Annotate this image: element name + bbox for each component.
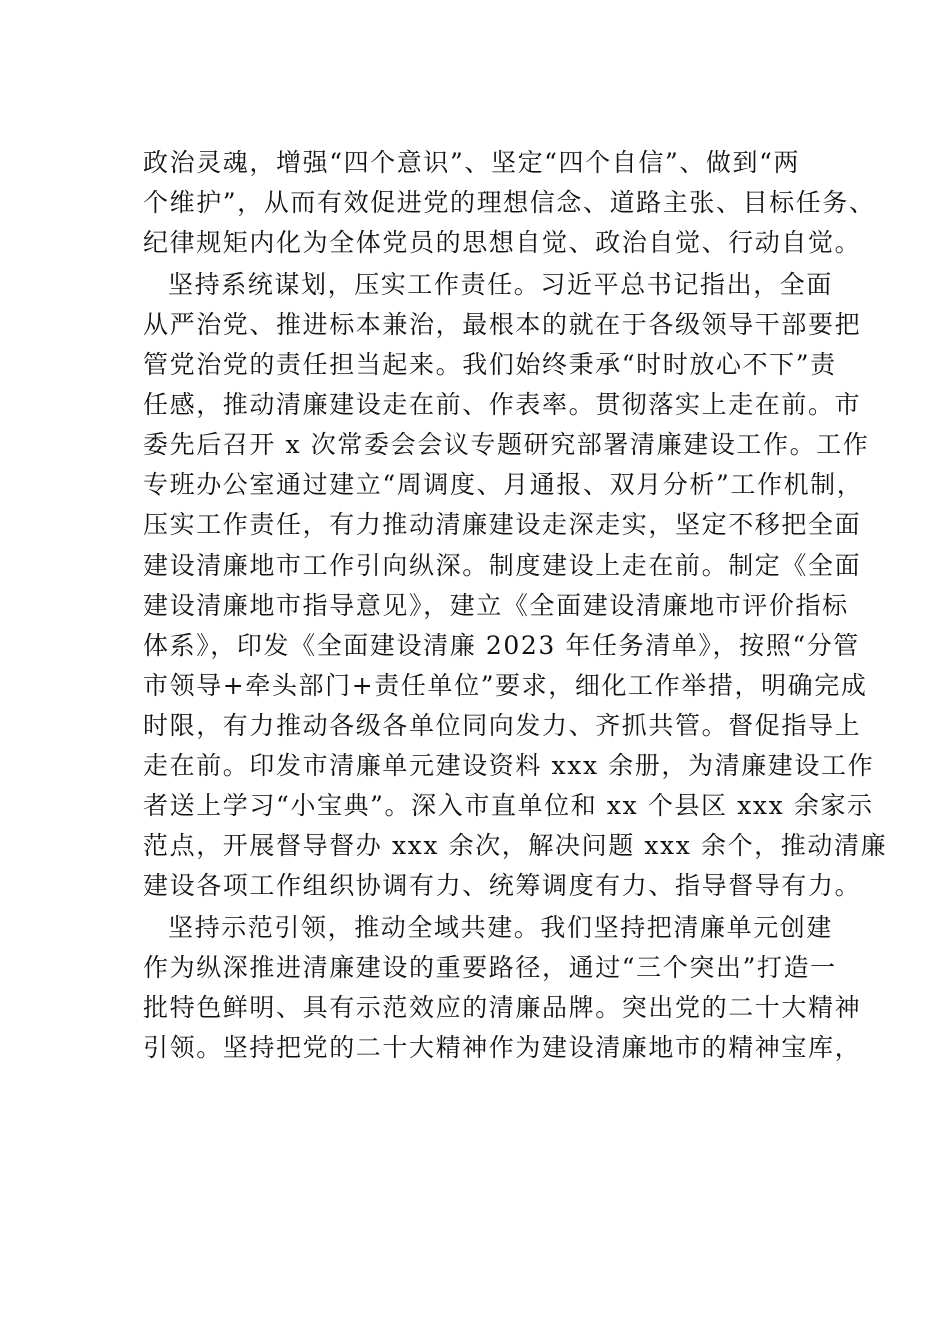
text-line-5: 从严治党、推进标本兼治，最根本的就在于各级领导干部要把 [143,310,862,339]
text-line-10: 压实工作责任，有力推动清廉建设走深走实，坚定不移把全面 [143,510,862,539]
text-line-15: 时限，有力推动各级各单位同向发力、齐抓共管。督促指导上 [143,711,862,740]
text-line-20: 坚持示范引领，推动全域共建。我们坚持把清廉单元创建 [168,913,834,942]
text-line-18: 范点，开展督导督办 xxx 余次，解决问题 xxx 余个，推动清廉 [143,831,888,860]
text-line-4: 坚持系统谋划，压实工作责任。习近平总书记指出，全面 [168,270,834,299]
text-line-11: 建设清廉地市工作引向纵深。制度建设上走在前。制定《全面 [143,551,862,580]
text-line-3: 纪律规矩内化为全体党员的思想自觉、政治自觉、行动自觉。 [143,228,862,257]
text-line-21: 作为纵深推进清廉建设的重要路径，通过“三个突出”打造一 [143,953,837,982]
text-line-9: 专班办公室通过建立“周调度、月通报、双月分析”工作机制， [143,470,864,499]
text-line-22: 批特色鲜明、具有示范效应的清廉品牌。突出党的二十大精神 [143,993,862,1022]
text-line-7: 任感，推动清廉建设走在前、作表率。贯彻落实上走在前。市 [143,390,862,419]
text-line-12: 建设清廉地市指导意见》，建立《全面建设清廉地市评价指标 [143,591,849,620]
text-line-6: 管党治党的责任担当起来。我们始终秉承“时时放心不下”责 [143,350,837,379]
text-line-13: 体系》，印发《全面建设清廉 2023 年任务清单》，按照“分管 [143,631,860,660]
text-line-17: 者送上学习“小宝典”。深入市直单位和 xx 个县区 xxx 余家示 [143,791,874,820]
text-line-8: 委先后召开 x 次常委会会议专题研究部署清廉建设工作。工作 [143,430,870,459]
text-line-19: 建设各项工作组织协调有力、统筹调度有力、指导督导有力。 [143,871,862,900]
text-line-23: 引领。坚持把党的二十大精神作为建设清廉地市的精神宝库， [143,1033,862,1062]
text-line-16: 走在前。印发市清廉单元建设资料 xxx 余册，为清廉建设工作 [143,751,875,780]
text-line-1: 政治灵魂，增强“四个意识”、坚定“四个自信”、做到“两 [143,148,801,177]
text-line-2: 个维护”，从而有效促进党的理想信念、道路主张、目标任务、 [143,188,876,217]
text-line-14: 市领导+牵头部门+责任单位”要求，细化工作举措，明确完成 [143,671,868,700]
